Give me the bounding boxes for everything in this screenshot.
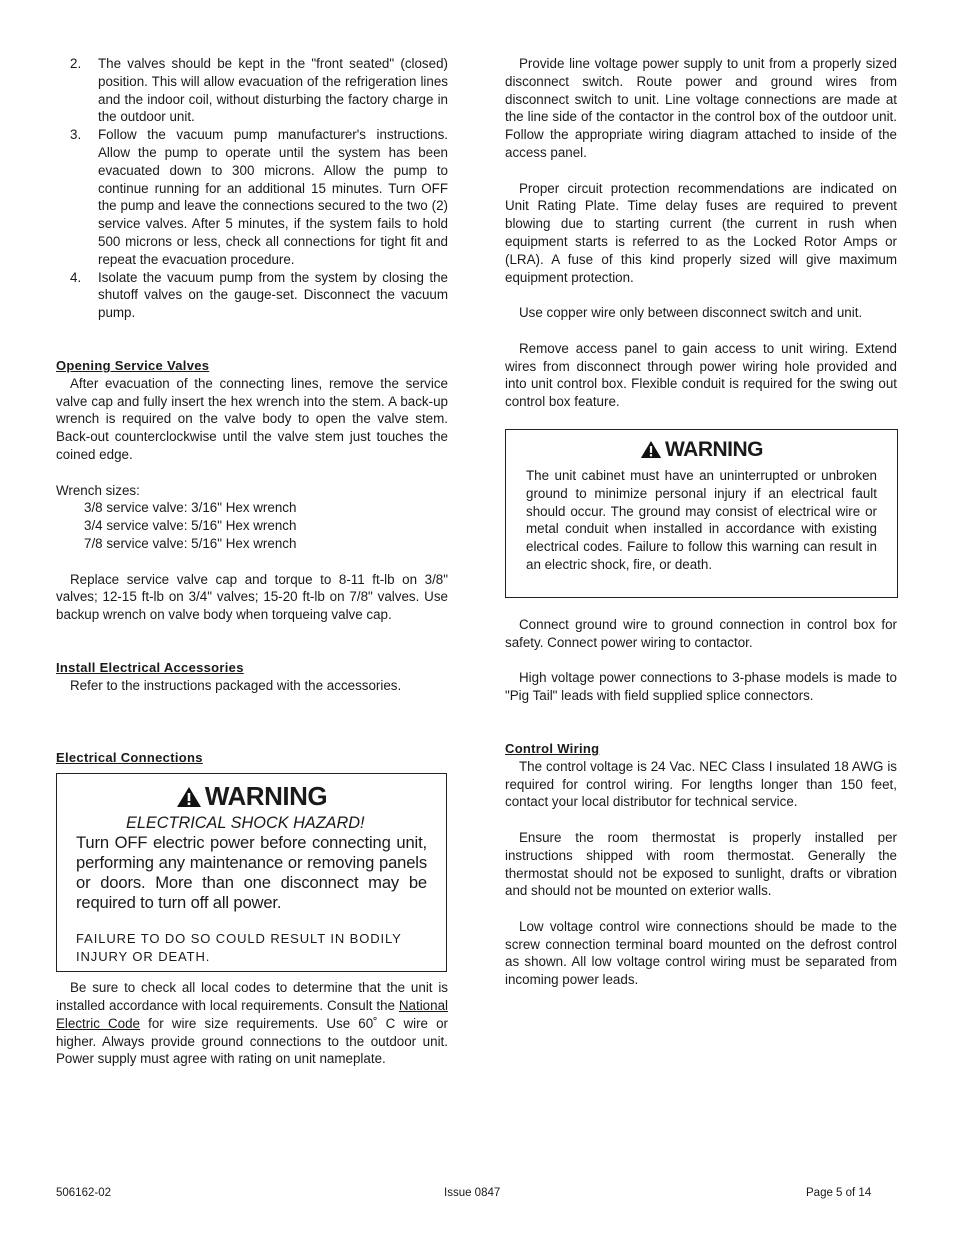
thermostat-paragraph: Ensure the room thermostat is properly installed per instructions shipped with room thermostat. Generally the thermostat should not be exposed to sunlight, drafts or vibration and should not be mounted on exterior walls. <box>505 829 897 899</box>
footer-doc-number: 506162-02 <box>56 1187 111 1199</box>
step-text: Follow the vacuum pump manufacturer's instructions. Allow the pump to operate until the system has been evacuated down to 300 microns. Allow the pump to continue running for an additional 15 minutes. Turn OFF the pump and leave the connections secured to the two (2) service valves. After 5 minutes, if the system fails to hold 500 microns or less, check all connections for tight fit and repeat the evacuation procedure. <box>98 127 448 267</box>
step-text: Isolate the vacuum pump from the system by closing the shutoff valves on the gauge-set. Disconnect the vacuum pump. <box>98 269 448 321</box>
ground-warning-box <box>505 429 898 598</box>
warning-heading <box>76 782 427 813</box>
warning-instructions: Turn OFF electric power before connecting unit, performing any maintenance or removing panels or doors. More than one disconnect may be required to turn off all power. <box>76 833 427 912</box>
circuit-protection-paragraph: Proper circuit protection recommendations are indicated on Unit Rating Plate. Time delay fuses are required to prevent blowing due to starting current (the current in rush when equipment starts is referred to as the Locked Rotor Amps or (LRA). A fuse of this kind properly sized will give maximum equipment protection. <box>505 180 897 285</box>
footer-issue: Issue 0847 <box>444 1187 501 1199</box>
wrench-sizes-label: Wrench sizes: <box>56 482 140 498</box>
wrench-size-item: 7/8 service valve: 5/16" Hex wrench <box>84 535 297 551</box>
hazard-text: ELECTRICAL SHOCK HAZARD! <box>126 814 365 833</box>
heading-electrical-connections: Electrical Connections <box>56 749 203 765</box>
list-item <box>56 126 448 268</box>
high-voltage-paragraph: High voltage power connections to 3-phase models is made to "Pig Tail" leads with field supplied splice connectors. <box>505 670 897 704</box>
wrench-size-item: 3/4 service valve: 5/16" Hex wrench <box>84 518 297 534</box>
warning-heading <box>526 438 877 465</box>
accessories-paragraph: Refer to the instructions packaged with the accessories. <box>70 677 402 693</box>
heading-install-electrical-accessories: Install Electrical Accessories <box>56 659 244 675</box>
evacuation-steps <box>56 55 448 322</box>
warning-triangle-icon <box>176 785 202 813</box>
local-codes-paragraph <box>56 979 448 1068</box>
footer-page-number: Page 5 of 14 <box>806 1187 872 1199</box>
codes-text: Be sure to check all local codes to determine that the unit is installed accordance with local requirements. Consult the <box>56 980 448 1014</box>
warning-title: WARNING <box>665 437 763 461</box>
warning-title: WARNING <box>204 781 328 812</box>
warning-triangle-icon <box>640 440 662 465</box>
step-number: 3. <box>70 127 82 143</box>
step-number: 4. <box>70 269 82 285</box>
ground-warning-text: The unit cabinet must have an uninterrupted or unbroken ground to minimize personal injury if an electrical fault should occur. The ground may consist of electrical wire or metal conduit when installed in accordance with existing electrical codes. Failure to follow this warning can result in an electric shock, fire, or death. <box>526 467 877 572</box>
list-item <box>56 55 448 126</box>
heading-opening-service-valves: Opening Service Valves <box>56 357 210 373</box>
heading-control-wiring: Control Wiring <box>505 740 600 756</box>
replace-cap-paragraph: Replace service valve cap and torque to 8-11 ft-lb on 3/8" valves; 12-15 ft-lb on 3/4" valves; 15-20 ft-lb on 7/8" valves. Use backup wrench on valve body when torqueing valve cap. <box>56 571 448 623</box>
wrench-size-item: 3/8 service valve: 3/16" Hex wrench <box>84 500 297 516</box>
right-column <box>505 55 897 989</box>
left-column <box>56 55 448 1068</box>
codes-text-continued: for wire size requirements. Use 60˚ C wire or higher. Always provide ground connections to the outdoor unit. Power supply must agree with rating on unit nameplate. <box>56 1015 448 1067</box>
step-text: The valves should be kept in the "front seated" (closed) position. This will allow evacuation of the refrigeration lines and the indoor coil, without disturbing the factory charge in the outdoor unit. <box>98 56 448 125</box>
low-voltage-paragraph: Low voltage control wire connections should be made to the screw connection terminal board mounted on the defrost control as shown. All low voltage control wiring must be separated from incoming power leads. <box>505 918 897 988</box>
power-supply-paragraph: Provide line voltage power supply to unit from a properly sized disconnect switch. Route power and ground wires from disconnect switch to unit. Line voltage connections are made at the line side of the contactor in the control box of the outdoor unit. Follow the appropriate wiring diagram attached to inside of the access panel. <box>505 56 897 160</box>
list-item <box>56 269 448 322</box>
control-voltage-paragraph: The control voltage is 24 Vac. NEC Class I insulated 18 AWG is required for control wiring. For lengths longer than 150 feet, contact your local distributor for technical service. <box>505 758 897 810</box>
access-panel-paragraph: Remove access panel to gain access to unit wiring. Extend wires from disconnect through power wiring hole provided and into unit control box. Flexible conduit is required for the swing out control box feature. <box>505 340 897 410</box>
national-electric-code-text: National Electric Code <box>56 998 448 1031</box>
ground-wire-paragraph: Connect ground wire to ground connection in control box for safety. Connect power wiring to contactor. <box>505 616 897 650</box>
electrical-warning-box <box>56 773 447 972</box>
warning-failure-text: FAILURE TO DO SO COULD RESULT IN BODILY INJURY OR DEATH. <box>76 931 402 965</box>
copper-wire-paragraph: Use copper wire only between disconnect switch and unit. <box>519 305 863 321</box>
step-number: 2. <box>70 56 82 71</box>
opening-paragraph: After evacuation of the connecting lines, remove the service valve cap and fully insert the hex wrench into the stem. A back-up wrench is required on the valve body to open the valve stem. Back-out counterclockwise until the valve stem just touches the coined edge. <box>56 375 448 462</box>
